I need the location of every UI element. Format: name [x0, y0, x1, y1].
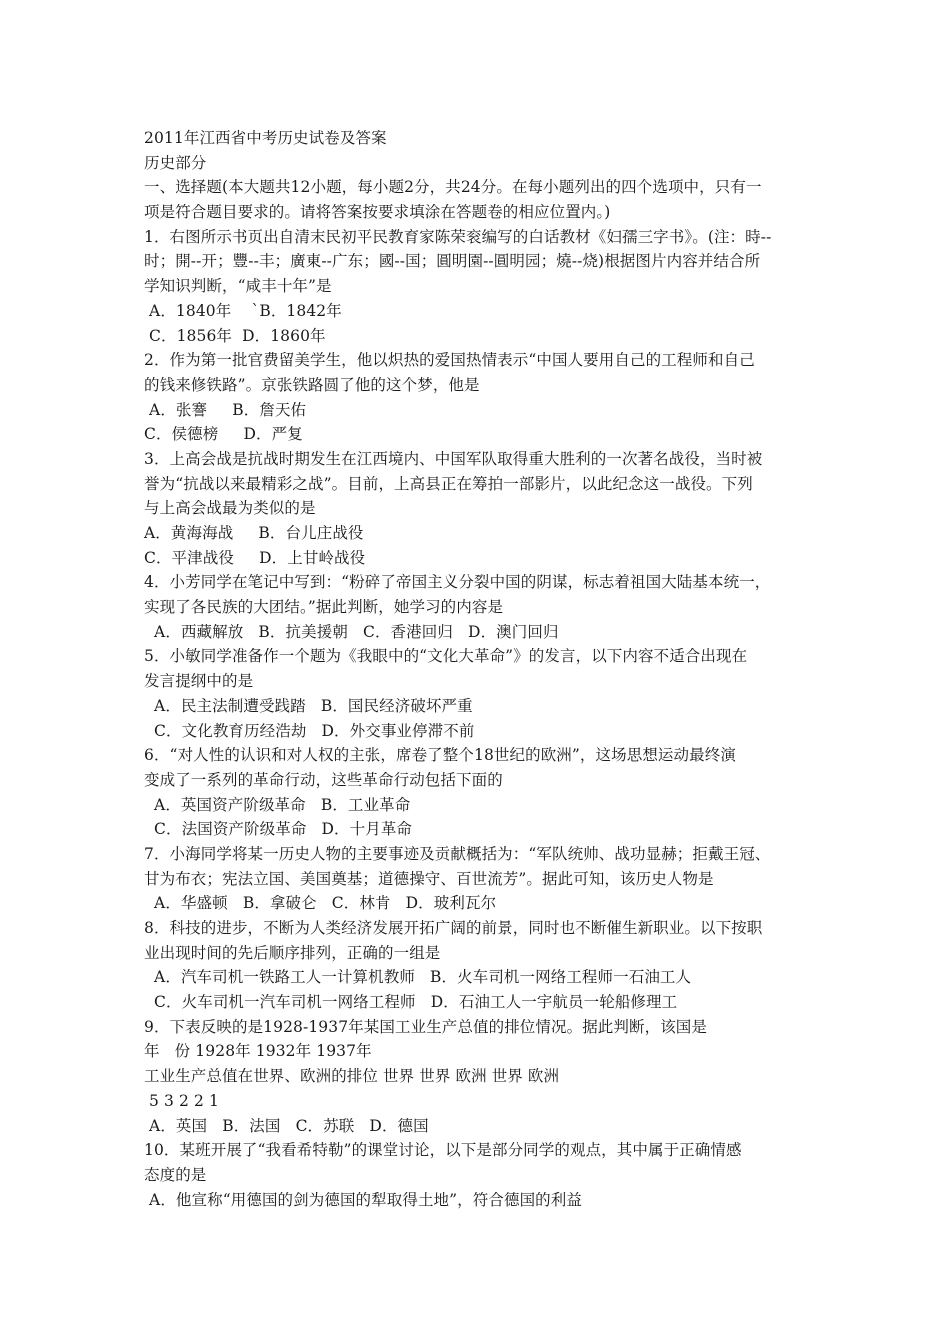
- question-4-stem: 4．小芳同学在笔记中写到：“粉碎了帝国主义分裂中国的阴谋，标志着祖国大陆基本统一，: [144, 573, 771, 592]
- question-3-stem: 誉为“抗战以来最精彩之战”。目前，上高县正在筹拍一部影片，以此纪念这一战役。下列: [144, 474, 753, 493]
- question-7-stem: 7．小海同学将某一历史人物的主要事迹及贡献概括为：“军队统帅、战功显赫；拒戴王冠、: [144, 844, 771, 863]
- document-body: [144, 126, 824, 1212]
- question-2-stem: 2．作为第一批官费留美学生，他以炽热的爱国热情表示“中国人要用自己的工程师和自己: [144, 351, 755, 370]
- question-9-table-row: 5 3 2 2 1: [144, 1091, 219, 1110]
- question-10-stem: 10．某班开展了“我看希特勒”的课堂讨论，以下是部分同学的观点，其中属于正确情感: [144, 1141, 742, 1160]
- question-10-options: A．他宣称“用德国的剑为德国的犁取得土地”，符合德国的利益: [144, 1190, 582, 1209]
- question-10-stem: 态度的是: [144, 1165, 207, 1184]
- instructions-line: 项是符合题目要求的。请将答案按要求填涂在答题卷的相应位置内。): [144, 203, 611, 222]
- question-5-stem: 5．小敏同学准备作一个题为《我眼中的“文化大革命”》的发言，以下内容不适合出现在: [144, 647, 748, 666]
- question-4-options: A．西藏解放 B．抗美援朝 C．香港回归 D．澳门回归: [144, 622, 559, 641]
- question-6-options: C．法国资产阶级革命 D．十月革命: [144, 820, 413, 839]
- question-4-stem: 实现了各民族的大团结。”据此判断，她学习的内容是: [144, 598, 504, 617]
- question-3-options: A．黄海海战 B．台儿庄战役: [144, 524, 364, 542]
- question-1-stem: 1．右图所示书页出自清末民初平民教育家陈荣衮编写的白话教材《妇孺三字书》。(注：時--: [144, 227, 772, 246]
- question-5-stem: 发言提纲中的是: [144, 672, 254, 691]
- question-9-options: A．英国 B．法国 C．苏联 D．德国: [144, 1116, 429, 1135]
- question-6-options: A．英国资产阶级革命 B．工业革命: [144, 795, 411, 814]
- question-7-options: A．华盛顿 B．拿破仑 C．林肯 D．玻利瓦尔: [144, 894, 497, 913]
- question-8-options: A．汽车司机一铁路工人一计算机教师 B．火车司机一网络工程师一石油工人: [144, 968, 692, 987]
- section-heading: 历史部分: [144, 153, 207, 172]
- question-7-stem: 甘为布衣；宪法立国、美国奠基；道德操守、百世流芳”。据此可知，该历史人物是: [144, 869, 714, 888]
- question-6-stem: 6．“对人性的认识和对人权的主张，席卷了整个18世纪的欧洲”，这场思想运动最终演: [144, 746, 736, 765]
- question-8-options: C．火车司机一汽车司机一网络工程师 D．石油工人一宇航员一轮船修理工: [144, 993, 678, 1012]
- question-2-stem: 的钱来修铁路”。京张铁路圆了他的这个梦，他是: [144, 375, 480, 394]
- question-2-options: C．侯德榜 D．严复: [144, 425, 303, 444]
- question-5-options: C．文化教育历经浩劫 D．外交事业停滞不前: [144, 721, 475, 740]
- question-1-stem: 时；開--开；豐--丰；廣東--广东；國--国；圓明園--圓明园；燒--烧)根据图片内容并结合所: [144, 252, 761, 271]
- question-9-table-row: 年 份 1928年 1932年 1937年: [144, 1042, 372, 1061]
- question-9-stem: 9．下表反映的是1928-1937年某国工业生产总值的排位情况。据此判断，该国是: [144, 1017, 707, 1036]
- instructions-line: 一、选择题(本大题共12小题，每小题2分，共24分。在每小题列出的四个选项中，只有一: [144, 178, 762, 197]
- question-2-options: A．张謇 B．詹天佑: [144, 400, 307, 419]
- question-1-stem: 学知识判断，“咸丰十年”是: [144, 277, 332, 296]
- question-3-stem: 与上高会战最为类似的是: [144, 499, 316, 518]
- question-5-options: A．民主法制遭受践踏 B．国民经济破坏严重: [144, 696, 473, 715]
- question-9-table-row: 工业生产总值在世界、欧洲的排位 世界 世界 欧洲 世界 欧洲: [144, 1067, 560, 1086]
- document-title: 2011年江西省中考历史试卷及答案: [144, 129, 387, 147]
- question-3-options: C．平津战役 D．上甘岭战役: [144, 548, 366, 567]
- question-8-stem: 业出现时间的先后顺序排列，正确的一组是: [144, 943, 441, 962]
- question-6-stem: 变成了一系列的革命行动，这些革命行动包括下面的: [144, 770, 503, 789]
- question-8-stem: 8．科技的进步，不断为人类经济发展开拓广阔的前景，同时也不断催生新职业。以下按职: [144, 919, 763, 937]
- question-1-options: C．1856年 D．1860年: [144, 326, 326, 345]
- question-3-stem: 3．上高会战是抗战时期发生在江西境内、中国军队取得重大胜利的一次著名战役，当时被: [144, 449, 763, 468]
- question-1-options: A．1840年 `B．1842年: [144, 301, 342, 320]
